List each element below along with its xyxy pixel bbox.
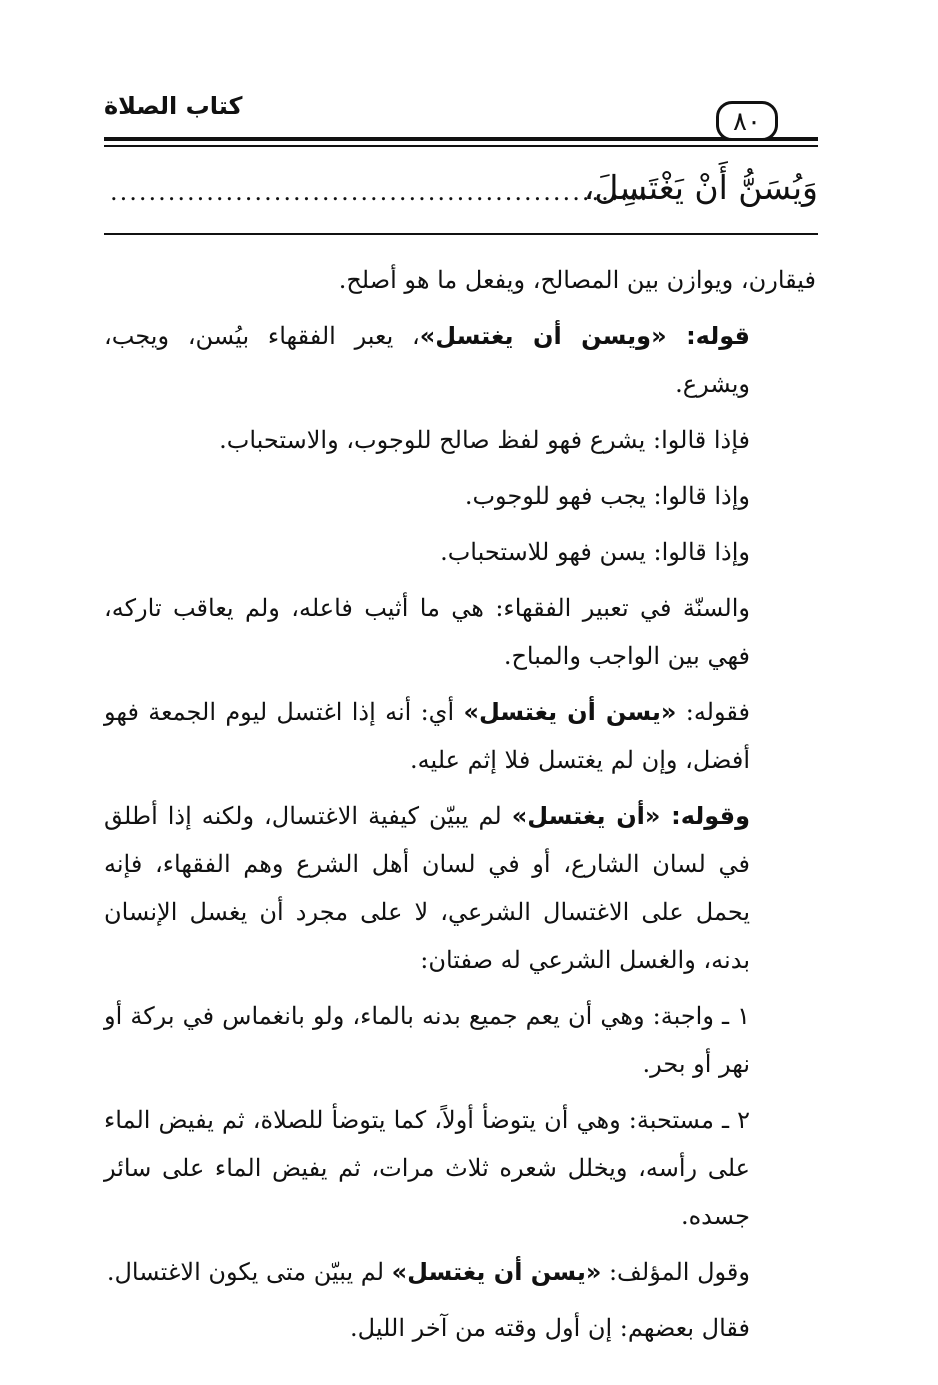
header-rule-thick [104,137,818,141]
paragraph: والسنّة في تعبير الفقهاء: هي ما أثيب فاعله، ولم يعاقب تاركه، فهي بين الواجب والمباح. [104,594,750,670]
bold-quote: «يسن أن يغتسل» [391,1258,602,1286]
matn-dots: ........................................................ [110,178,650,206]
header-rule-thin [104,145,818,147]
paragraph: وإذا قالوا: يجب فهو للوجوب. [464,482,750,510]
matn-text: وَيُسَنُّ أَنْ يَغْتَسِلَ، [583,168,818,207]
paragraph: فإذا قالوا: يشرع فهو لفظ صالح للوجوب، والاستحباب. [219,426,750,454]
paragraph: وإذا قالوا: يسن فهو للاستحباب. [440,538,750,566]
commentary-body [104,256,816,1360]
paragraph: فقوله: «يسن أن يغتسل» أي: أنه إذا اغتسل ليوم الجمعة فهو أفضل، وإن لم يغتسل فلا إثم عليه. [104,698,751,774]
bold-quote: «يسن أن يغتسل» [463,698,677,726]
paragraph: ٢ ـ مستحبة: وهي أن يتوضأ أولاً، كما يتوضأ للصلاة، ثم يفيض الماء على رأسه، ويخلل شعره ثلاث مرات، ثم يفيض الماء على سائر جسده. [104,1106,750,1230]
matn-separator [104,233,818,235]
page-number: ٨٠ [716,101,778,141]
paragraph: وقوله: «أن يغتسل» لم يبيّن كيفية الاغتسال، ولكنه إذا أطلق في لسان الشارع، أو في لسان أهل الشرع وهم الفقهاء، فإنه يحمل على الاغتسال الشرعي، لا على مجرد أن يغسل الإنسان بدنه، والغسل الشرعي له صفتان: [104,802,750,974]
paragraph: قوله: «ويسن أن يغتسل»، يعبر الفقهاء بيُسن، ويجب، ويشرع. [104,322,750,398]
paragraph: وقول المؤلف: «يسن أن يغتسل» لم يبيّن متى يكون الاغتسال. [106,1258,750,1286]
paragraph: فيقارن، ويوازن بين المصالح، ويفعل ما هو أصلح. [338,266,816,294]
bold-lead: وقوله: «أن يغتسل» [511,802,750,830]
paragraph: فقال بعضهم: إن أول وقته من آخر الليل. [350,1314,750,1342]
book-title: كتاب الصلاة [104,92,243,120]
bold-lead: قوله: «ويسن أن يغتسل» [419,322,750,350]
paragraph: ١ ـ واجبة: وهي أن يعم جميع بدنه بالماء، ولو بانغماس في بركة أو نهر أو بحر. [104,1002,750,1078]
